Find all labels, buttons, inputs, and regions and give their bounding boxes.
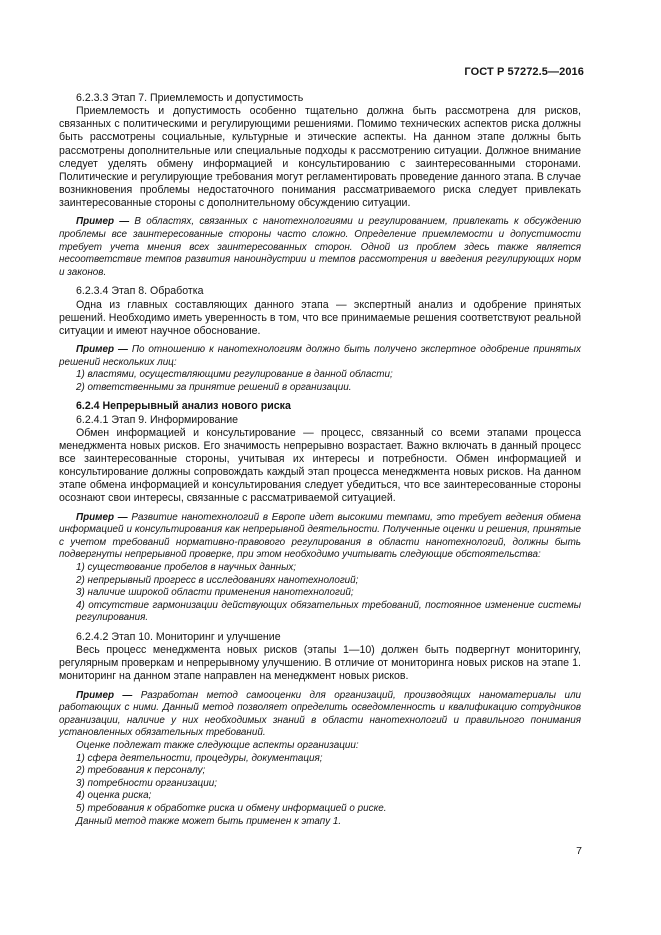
page-body xyxy=(59,92,581,828)
example-label: Пример — xyxy=(76,344,128,355)
list-item: 2) ответственными за принятие решений в организации. xyxy=(76,381,352,393)
list-item: 2) непрерывный прогресс в исследованиях нанотехнологий; xyxy=(76,574,359,586)
section-6-2-3-4-paragraph: Одна из главных составляющих данного этапа — экспертный анализ и одобрение принятых решений. Необходимо иметь уверенность в том, что все принимаемые решения соответствуют реальной ситуации и имеют научное обоснование. xyxy=(59,298,581,337)
section-6-2-3-3-title: 6.2.3.3 Этап 7. Приемлемость и допустимость xyxy=(76,92,304,104)
list-item: 1) сфера деятельности, процедуры, документация; xyxy=(76,752,323,764)
list-item: 4) отсутствие гармонизации действующих обязательных требований, постоянное изменение системы регулирования. xyxy=(76,599,581,624)
section-6-2-3-4-title: 6.2.3.4 Этап 8. Обработка xyxy=(76,285,204,298)
list-item: 4) оценка риска; xyxy=(76,790,152,802)
document-code: ГОСТ Р 57272.5—2016 xyxy=(464,66,584,78)
section-6-2-4-1-title: 6.2.4.1 Этап 9. Информирование xyxy=(76,413,239,426)
example-text: Развитие нанотехнологий в Европе идет высокими темпами, это требует ведения обмена информацией и консультирования как непрерывной деятельности. Полученные оценки и решения, принятые с учетом требований нормативно-правового регулирования в области нанотехнологий, должны быть подвергнуты непрерывной проверке, при этом необходимо учитывать следующие обстоятельства: xyxy=(59,511,581,561)
section-6-2-3-3-example xyxy=(59,216,581,279)
section-6-2-4-1-example xyxy=(59,512,581,562)
example-text: В областях, связанных с нанотехнологиями и регулированием, привлекать к обсуждению проблемы все заинтересованные стороны часто сложно. Определение приемлемости и допустимости требует учета мнения всех заинтересованных сторон. Одной из проблем здесь также является несоответствие темпов развития наноиндустрии и темпов рассмотрения и введения регулирующих норм и законов. xyxy=(59,216,581,278)
example-closing-line: Данный метод также может быть применен к этапу 1. xyxy=(76,815,342,827)
section-6-2-4-2-paragraph: Весь процесс менеджмента новых рисков (этапы 1—10) должен быть подвергнут мониторингу, регулярным проверкам и непрерывному улучшению. В отличие от мониторинга новых рисков на этапе 1. мониторинг на данном этапе направлен на менеджмент новых рисков. xyxy=(59,644,581,683)
example-text: Разработан метод самооценки для организаций, производящих наноматериалы или работающих с ними. Данный метод позволяет определить осведомленность и квалификацию сотрудников организации, наличие у них необходимых знаний в области нанотехнологий и правильного понимания установленных обязательных требований. xyxy=(59,689,582,739)
list-item: 3) наличие широкой области применения нанотехнологий; xyxy=(76,587,354,599)
list-item: 1) властями, осуществляющими регулирование в данной области; xyxy=(76,369,393,381)
list-item: 1) существование пробелов в научных данных; xyxy=(76,562,297,573)
section-6-2-3-3-paragraph: Приемлемость и допустимость особенно тщательно должна быть рассмотрена для рисков, связанных с политическими и регулирующими решениями. Помимо технических аспектов риска должны быть рассмотрены социальные, культурные и этические аспекты. На данном этапе должны быть рассмотрены дополнительные или специальные подходы к рассмотрению ситуации. Должное внимание следует уделять обмену информацией и консультированию с заинтересованными сторонами. Политические и регулирующие требования могут регламентировать проведение данного этапа. В случае возникновения проблемы недостаточного понимания рассматриваемого риска следует привлекать заинтересованные стороны с дополнительному обсуждению ситуации. xyxy=(59,105,581,210)
section-6-2-4-2-title: 6.2.4.2 Этап 10. Мониторинг и улучшение xyxy=(76,630,281,643)
section-6-2-4-title: 6.2.4 Непрерывный анализ нового риска xyxy=(76,400,291,413)
example-label: Пример — xyxy=(76,511,128,523)
section-6-2-4-2-example xyxy=(59,690,581,740)
section-6-2-4-1-paragraph: Обмен информацией и консультирование — процесс, связанный со всеми этапами процесса менеджмента новых рисков. Его значимость непрерывно возрастает. Важно включать в данный процесс все заинтересованные стороны, учитывая их интересы и потребности. Обмен информацией и консультирование должны сопровождать каждый этап процесса менеджмента новых рисков. На данном этапе обмена информацией и консультирования следует убедиться, что все заинтересованные стороны осознают свои интересы, связанные с рассматриваемой ситуацией. xyxy=(59,426,581,505)
page-number: 7 xyxy=(576,845,582,857)
list-item: 3) потребности организации; xyxy=(76,777,217,789)
section-6-2-3-4-example xyxy=(59,344,581,369)
example-label: Пример — xyxy=(76,216,130,228)
list-item: 5) требования к обработке риска и обмену информацией о риске. xyxy=(76,802,387,814)
example-label: Пример — xyxy=(76,689,133,701)
example-text: По отношению к нанотехнологиям должно быть получено экспертное одобрение принятых решений нескольких лиц: xyxy=(59,344,581,368)
list-item: 2) требования к персоналу; xyxy=(76,765,206,777)
example-lead-line: Оценке подлежат также следующие аспекты организации: xyxy=(76,739,359,751)
